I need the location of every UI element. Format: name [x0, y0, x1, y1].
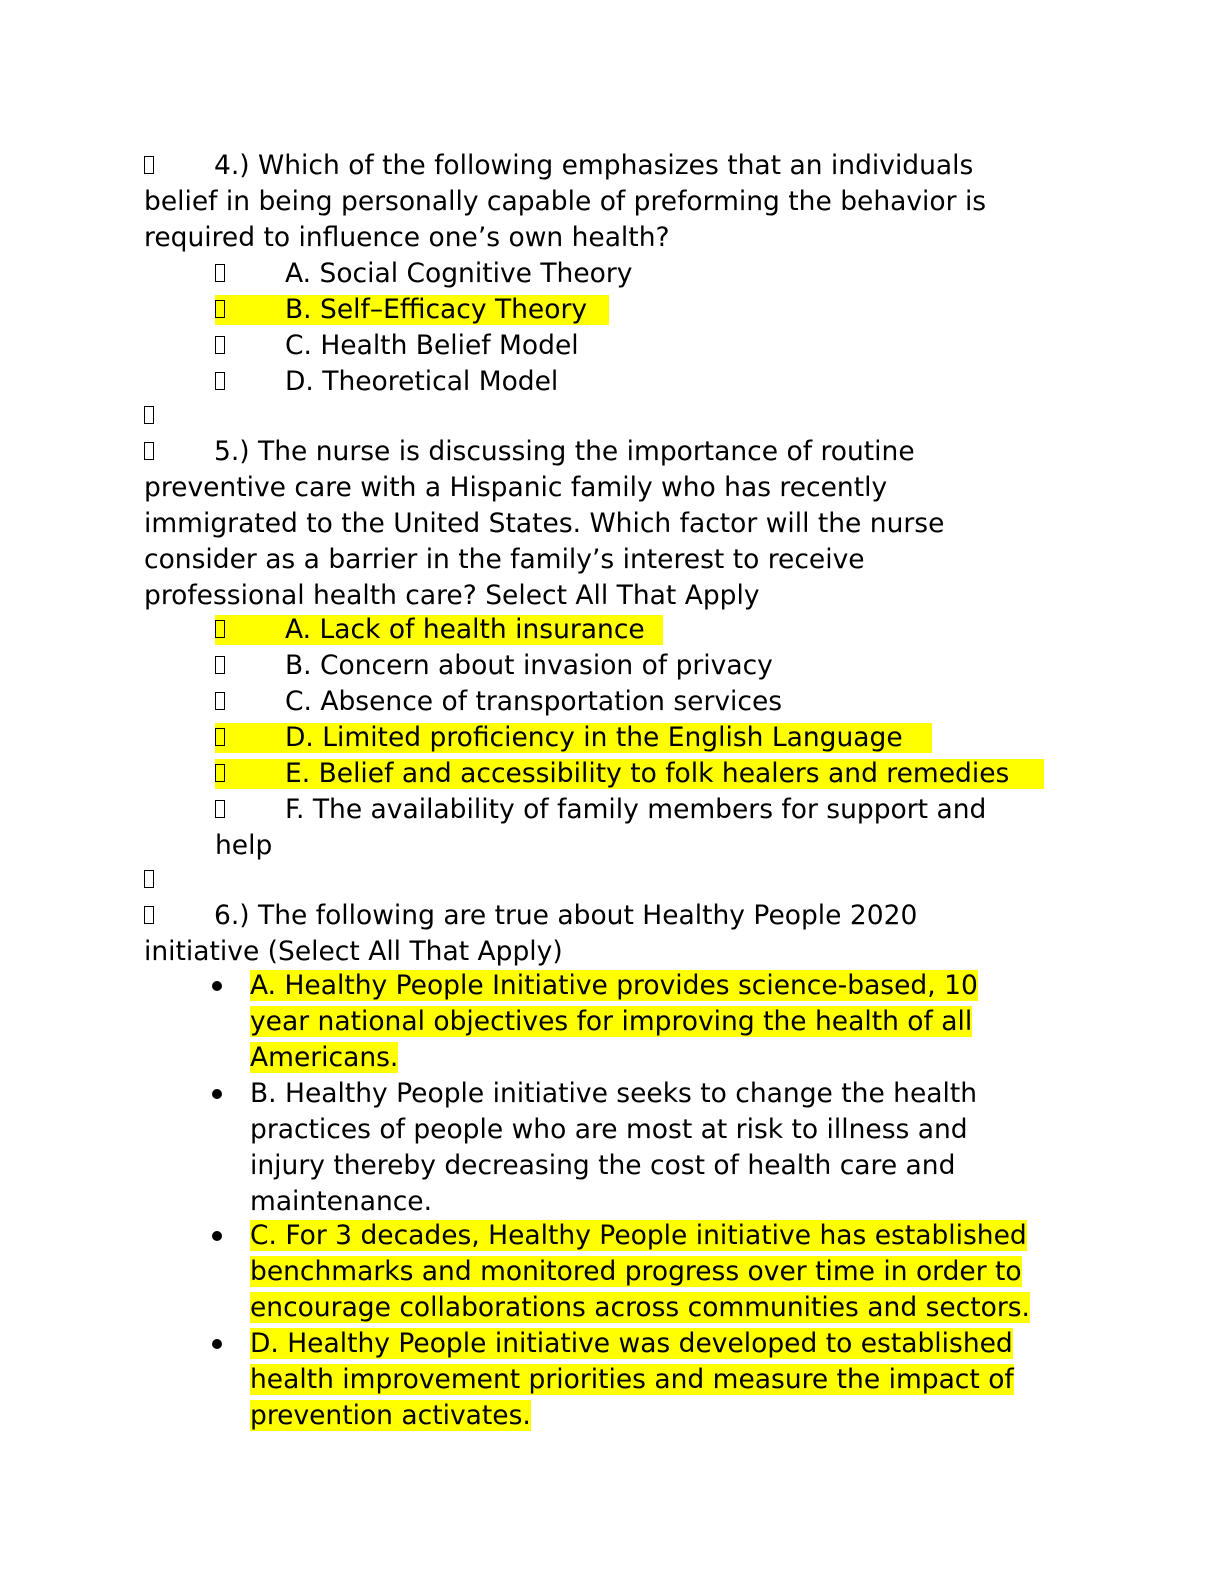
missing-glyph-box-icon	[144, 406, 154, 424]
q4-stem-line-1: 4.) Which of the following emphasizes that an individuals	[144, 148, 1094, 184]
empty-line	[144, 398, 164, 434]
q4-option-d: D. Theoretical Model	[215, 364, 1115, 400]
q4-option-b: B. Self–Efficacy Theory	[215, 292, 1115, 328]
missing-glyph-box-icon	[215, 620, 225, 638]
missing-glyph-box-icon	[144, 156, 154, 174]
bullet-icon	[212, 1218, 232, 1254]
q6-option-a-line-1: A. Healthy People Initiative provides science-based, 10	[250, 970, 978, 1001]
missing-glyph-box-icon	[215, 300, 225, 318]
bullet-icon	[212, 968, 232, 1004]
q5-stem-line-2: preventive care with a Hispanic family who has recently	[144, 472, 888, 503]
missing-glyph-box-icon	[215, 264, 225, 282]
q4-stem-line-2: belief in being personally capable of preforming the behavior is	[144, 186, 987, 217]
missing-glyph-box-icon	[215, 728, 225, 746]
q4-option-a: A. Social Cognitive Theory	[215, 256, 1115, 292]
q5-option-d: D. Limited proficiency in the English Language	[215, 720, 1115, 756]
q5-stem-line-5: professional health care? Select All That Apply	[144, 580, 760, 611]
q6-option-b-line-1: B. Healthy People initiative seeks to change the health	[250, 1078, 978, 1109]
q6-stem-line-2: initiative (Select All That Apply)	[144, 936, 563, 967]
missing-glyph-box-icon	[144, 442, 154, 460]
q5-stem-line-3: immigrated to the United States. Which factor will the nurse	[144, 508, 945, 539]
q6-option-b-line-3: injury thereby decreasing the cost of health care and	[250, 1150, 956, 1181]
q6-option-a-line-3: Americans.	[250, 1042, 399, 1073]
missing-glyph-box-icon	[215, 372, 225, 390]
missing-glyph-box-icon	[215, 336, 225, 354]
q4-stem-line-3: required to influence one’s own health?	[144, 222, 670, 253]
q6-option-c-line-2: benchmarks and monitored progress over time in order to	[250, 1256, 1022, 1287]
missing-glyph-box-icon	[215, 692, 225, 710]
q6-option-d-line-1: D. Healthy People initiative was developed to established	[250, 1328, 1013, 1359]
q5-option-f: F. The availability of family members for support and	[215, 792, 1115, 828]
empty-line	[144, 862, 164, 898]
bullet-icon	[212, 1076, 232, 1112]
q6-option-d-line-2: health improvement priorities and measure the impact of	[250, 1364, 1014, 1395]
q6-option-c-line-3: encourage collaborations across communities and sectors.	[250, 1292, 1030, 1323]
q6-option-b-line-4: maintenance.	[250, 1186, 433, 1217]
missing-glyph-box-icon	[215, 656, 225, 674]
q5-option-b: B. Concern about invasion of privacy	[215, 648, 1115, 684]
q5-option-c: C. Absence of transportation services	[215, 684, 1115, 720]
missing-glyph-box-icon	[144, 870, 154, 888]
q4-option-c: C. Health Belief Model	[215, 328, 1115, 364]
q6-stem-line-1: 6.) The following are true about Healthy People 2020	[144, 898, 1094, 934]
q5-stem-line-1: 5.) The nurse is discussing the importance of routine	[144, 434, 1094, 470]
q6-option-d-line-3: prevention activates.	[250, 1400, 531, 1431]
q6-option-a-line-2: year national objectives for improving the health of all	[250, 1006, 973, 1037]
q5-option-a: A. Lack of health insurance	[215, 612, 1115, 648]
bullet-icon	[212, 1326, 232, 1362]
q6-option-c-line-1: C. For 3 decades, Healthy People initiative has established	[250, 1220, 1027, 1251]
missing-glyph-box-icon	[144, 906, 154, 924]
q5-option-f-continuation: help	[215, 830, 273, 861]
missing-glyph-box-icon	[215, 764, 225, 782]
missing-glyph-box-icon	[215, 800, 225, 818]
q5-option-e: E. Belief and accessibility to folk healers and remedies	[215, 756, 1115, 792]
q5-stem-line-4: consider as a barrier in the family’s interest to receive	[144, 544, 865, 575]
q6-option-b-line-2: practices of people who are most at risk to illness and	[250, 1114, 968, 1145]
